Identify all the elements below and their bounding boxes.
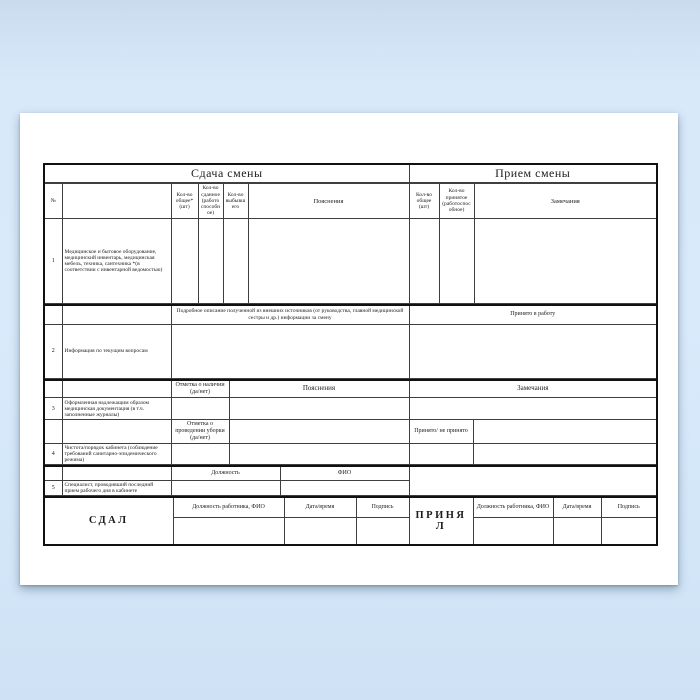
- gave-datetime-cell: [284, 518, 356, 545]
- s5-header-fio: ФИО: [280, 466, 409, 480]
- s2-desc-header-cell: [62, 305, 171, 324]
- row4-mark-cell: [171, 444, 229, 465]
- row1-qty-accepted-cell: [439, 219, 474, 304]
- shift-handover-form: [43, 163, 656, 546]
- row3-remarks-cell: [409, 398, 657, 420]
- col-header-remarks: Замечания: [474, 184, 657, 219]
- s2-num-header-cell: [44, 305, 62, 324]
- document-page: [20, 113, 678, 585]
- gave-sign-cell: [356, 518, 409, 545]
- row1-description: Медицинское и бытовое оборудование, медицинский инвентарь, медицинская мебель, техника, сантехника *(в соответствии с инвентарной ведомостью): [62, 219, 171, 304]
- s4-header-gap-cell: [229, 420, 409, 444]
- col-header-num: №: [44, 184, 62, 219]
- gave-datetime-header: Дата/время: [284, 497, 356, 518]
- col-header-qty-handed: Кол-во сданное (работоспособное): [198, 184, 223, 219]
- s4-desc-header-cell: [62, 420, 171, 444]
- gave-worker-cell: [173, 518, 284, 545]
- col-header-qty-total-left: Кол-во общее* (шт): [171, 184, 198, 219]
- s4-header-remarks-cell: [473, 420, 657, 444]
- documentation-cleaning-section-table: [43, 379, 658, 466]
- left-section-title: Сдача смены: [44, 164, 409, 183]
- row3-mark-cell: [171, 398, 229, 420]
- accepted-worker-cell: [473, 518, 553, 545]
- accepted-sign-cell: [601, 518, 657, 545]
- s5-desc-header-cell: [62, 466, 171, 480]
- section-titles-table: [43, 163, 658, 183]
- row4-num: 4: [44, 444, 62, 465]
- row5-description: Специалист, проводивший последний прием рабочего дня в кабинете: [62, 480, 171, 495]
- row3-explanations-cell: [229, 398, 409, 420]
- gave-sign-header: Подпись: [356, 497, 409, 518]
- accepted-label: ПРИНЯЛ: [409, 497, 473, 545]
- row5-num: 5: [44, 480, 62, 495]
- row5-fio-cell: [280, 480, 409, 495]
- row2-num: 2: [44, 324, 62, 378]
- s4-num-header-cell: [44, 420, 62, 444]
- s2-header-left: Подробное описание полученной из внешних источников (от руководства, главной медицинской сестры и др.) информации за смену: [171, 305, 409, 324]
- col-header-description: [62, 184, 171, 219]
- col-header-explanations: Пояснения: [248, 184, 409, 219]
- accepted-worker-header: Должность работника, ФИО: [473, 497, 553, 518]
- s3-desc-header-cell: [62, 380, 171, 398]
- gave-label: СДАЛ: [44, 497, 173, 545]
- right-section-title: Прием смены: [409, 164, 657, 183]
- row4-description: Чистота/порядок кабинета (соблюдение требований санитарно-эпидемического режима): [62, 444, 171, 465]
- row5-position-cell: [171, 480, 280, 495]
- s3-header-remarks: Замечания: [409, 380, 657, 398]
- gave-worker-header: Должность работника, ФИО: [173, 497, 284, 518]
- col-header-qty-accepted: Кол-во принятое (работоспособное): [439, 184, 474, 219]
- s5-right-merged-cell: [409, 466, 657, 495]
- row2-accepted-cell: [409, 324, 657, 378]
- row1-qty-total-cell: [171, 219, 198, 304]
- accepted-datetime-header: Дата/время: [553, 497, 601, 518]
- accepted-sign-header: Подпись: [601, 497, 657, 518]
- accepted-datetime-cell: [553, 518, 601, 545]
- s4-header-mark: Отметка о проведении уборки (да/нет): [171, 420, 229, 444]
- row3-description: Оформленная надлежащим образом медицинская документация (в т.ч. заполненные журналы): [62, 398, 171, 420]
- row1-qty-retired-cell: [223, 219, 248, 304]
- s2-header-right: Принято в работу: [409, 305, 657, 324]
- col-header-qty-retired: Кол-во выбывшего: [223, 184, 248, 219]
- s5-header-position: Должность: [171, 466, 280, 480]
- s3-header-explanations: Пояснения: [229, 380, 409, 398]
- s5-num-header-cell: [44, 466, 62, 480]
- row4-explanations-cell: [229, 444, 409, 465]
- row1-remarks-cell: [474, 219, 657, 304]
- row1-explanations-cell: [248, 219, 409, 304]
- row2-info-cell: [171, 324, 409, 378]
- s3-num-header-cell: [44, 380, 62, 398]
- row1-qty-total-right-cell: [409, 219, 439, 304]
- s3-header-mark: Отметка о наличии (да/нет): [171, 380, 229, 398]
- equipment-section-table: [43, 183, 658, 304]
- row2-description: Информация по текущим вопросам: [62, 324, 171, 378]
- row1-qty-handed-cell: [198, 219, 223, 304]
- specialist-section-table: [43, 465, 658, 496]
- row4-remarks-cell: [473, 444, 657, 465]
- row1-num: 1: [44, 219, 62, 304]
- signature-block-table: [43, 496, 658, 546]
- col-header-qty-total-right: Кол-во общее (шт): [409, 184, 439, 219]
- row3-num: 3: [44, 398, 62, 420]
- row4-accepted-cell: [409, 444, 473, 465]
- s4-header-accepted: Принято/ не принято: [409, 420, 473, 444]
- information-section-table: [43, 304, 658, 379]
